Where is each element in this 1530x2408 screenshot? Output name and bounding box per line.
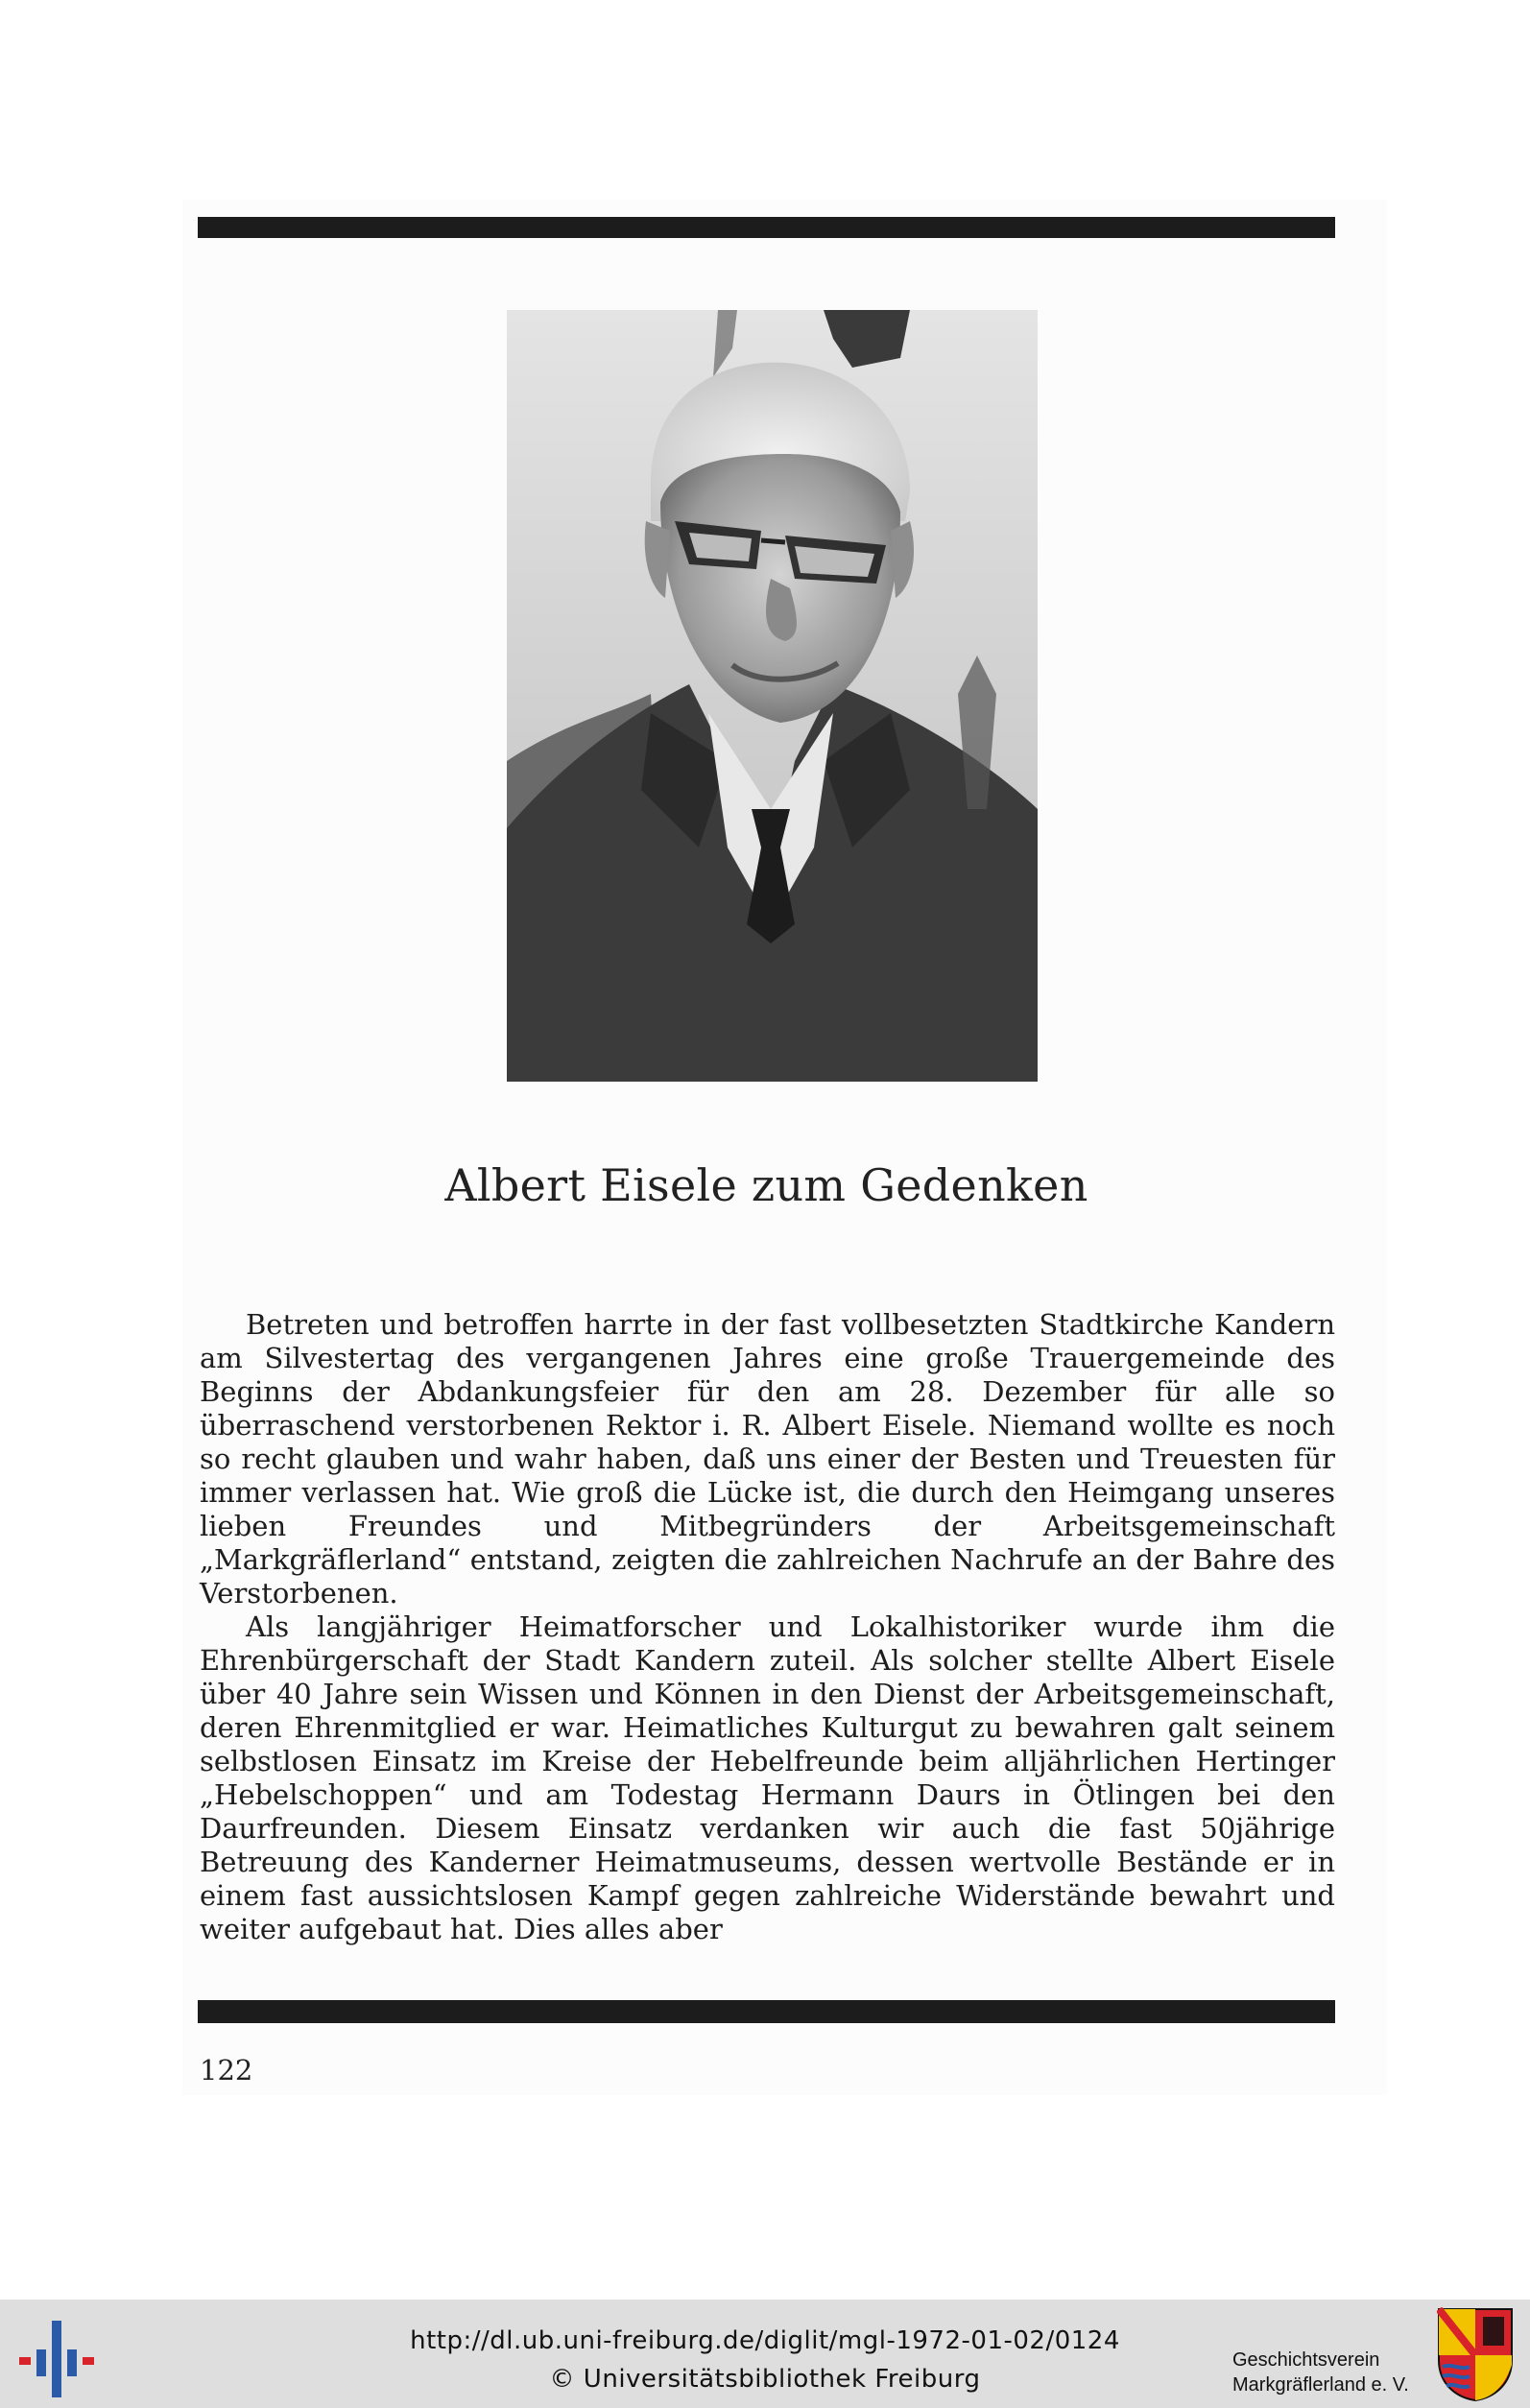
- top-rule: [198, 217, 1335, 238]
- bottom-rule: [198, 2000, 1335, 2023]
- portrait-photo: [507, 310, 1038, 1082]
- paragraph-2: Als langjähriger Heimatforscher und Lokalhistoriker wurde ihm die Ehrenbürgerschaft der Stadt Kandern zuteil. Als solcher stellte Albert Eisele über 40 Jahre sein Wissen und Können in den Dienst der Arbeitsgemeinschaft, deren Ehrenmitglied er war. Heimatliches Kulturgut zu bewahren galt seinem selbstlosen Einsatz im Kreise der Hebelfreunde beim alljährlichen Hertinger „Hebelschoppen“ und am Todestag Hermann Daurs in Ötlingen bei den Daurfreunden. Diesem Einsatz verdanken wir auch die fast 50jährige Betreuung des Kanderner Heimatmuseums, dessen wertvolle Bestände er in einem fast aussichtslosen Kampf gegen zahlreiche Widerstände bewahrt und weiter aufgebaut hat. Dies alles aber: [200, 1610, 1335, 1945]
- paragraph-1: Betreten und betroffen harrte in der fast vollbesetzten Stadtkirche Kandern am Silvestertag des vergangenen Jahres eine große Trauergemeinde des Beginns der Abdankungsfeier für den am 28. Dezember für alle so überraschend verstorbenen Rektor i. R. Albert Eisele. Niemand wollte es noch so recht glauben und wahr haben, daß uns einer der Besten und Treuesten für immer verlassen hat. Wie groß die Lücke ist, die durch den Heimgang unseres lieben Freundes und Mitbegründers der Arbeitsgemeinschaft „Markgräflerland“ entstand, zeigten die zahlreichen Nachrufe an der Bahre des Verstorbenen.: [200, 1308, 1335, 1609]
- article-body: [200, 1308, 1335, 1946]
- copyright-notice: © Universitätsbibliothek Freiburg: [549, 2365, 981, 2394]
- society-crest-icon: [1437, 2307, 1514, 2401]
- society-line-2: Markgräflerland e. V.: [1232, 2374, 1409, 2396]
- society-name: [1232, 2348, 1409, 2397]
- permalink-url[interactable]: http://dl.ub.uni-freiburg.de/diglit/mgl-1972-01-02/0124: [410, 2326, 1120, 2355]
- page-number: 122: [200, 2054, 253, 2086]
- footer-bar: [0, 2300, 1530, 2408]
- article-title: Albert Eisele zum Gedenken: [444, 1159, 1088, 1211]
- society-line-1: Geschichtsverein: [1232, 2349, 1380, 2371]
